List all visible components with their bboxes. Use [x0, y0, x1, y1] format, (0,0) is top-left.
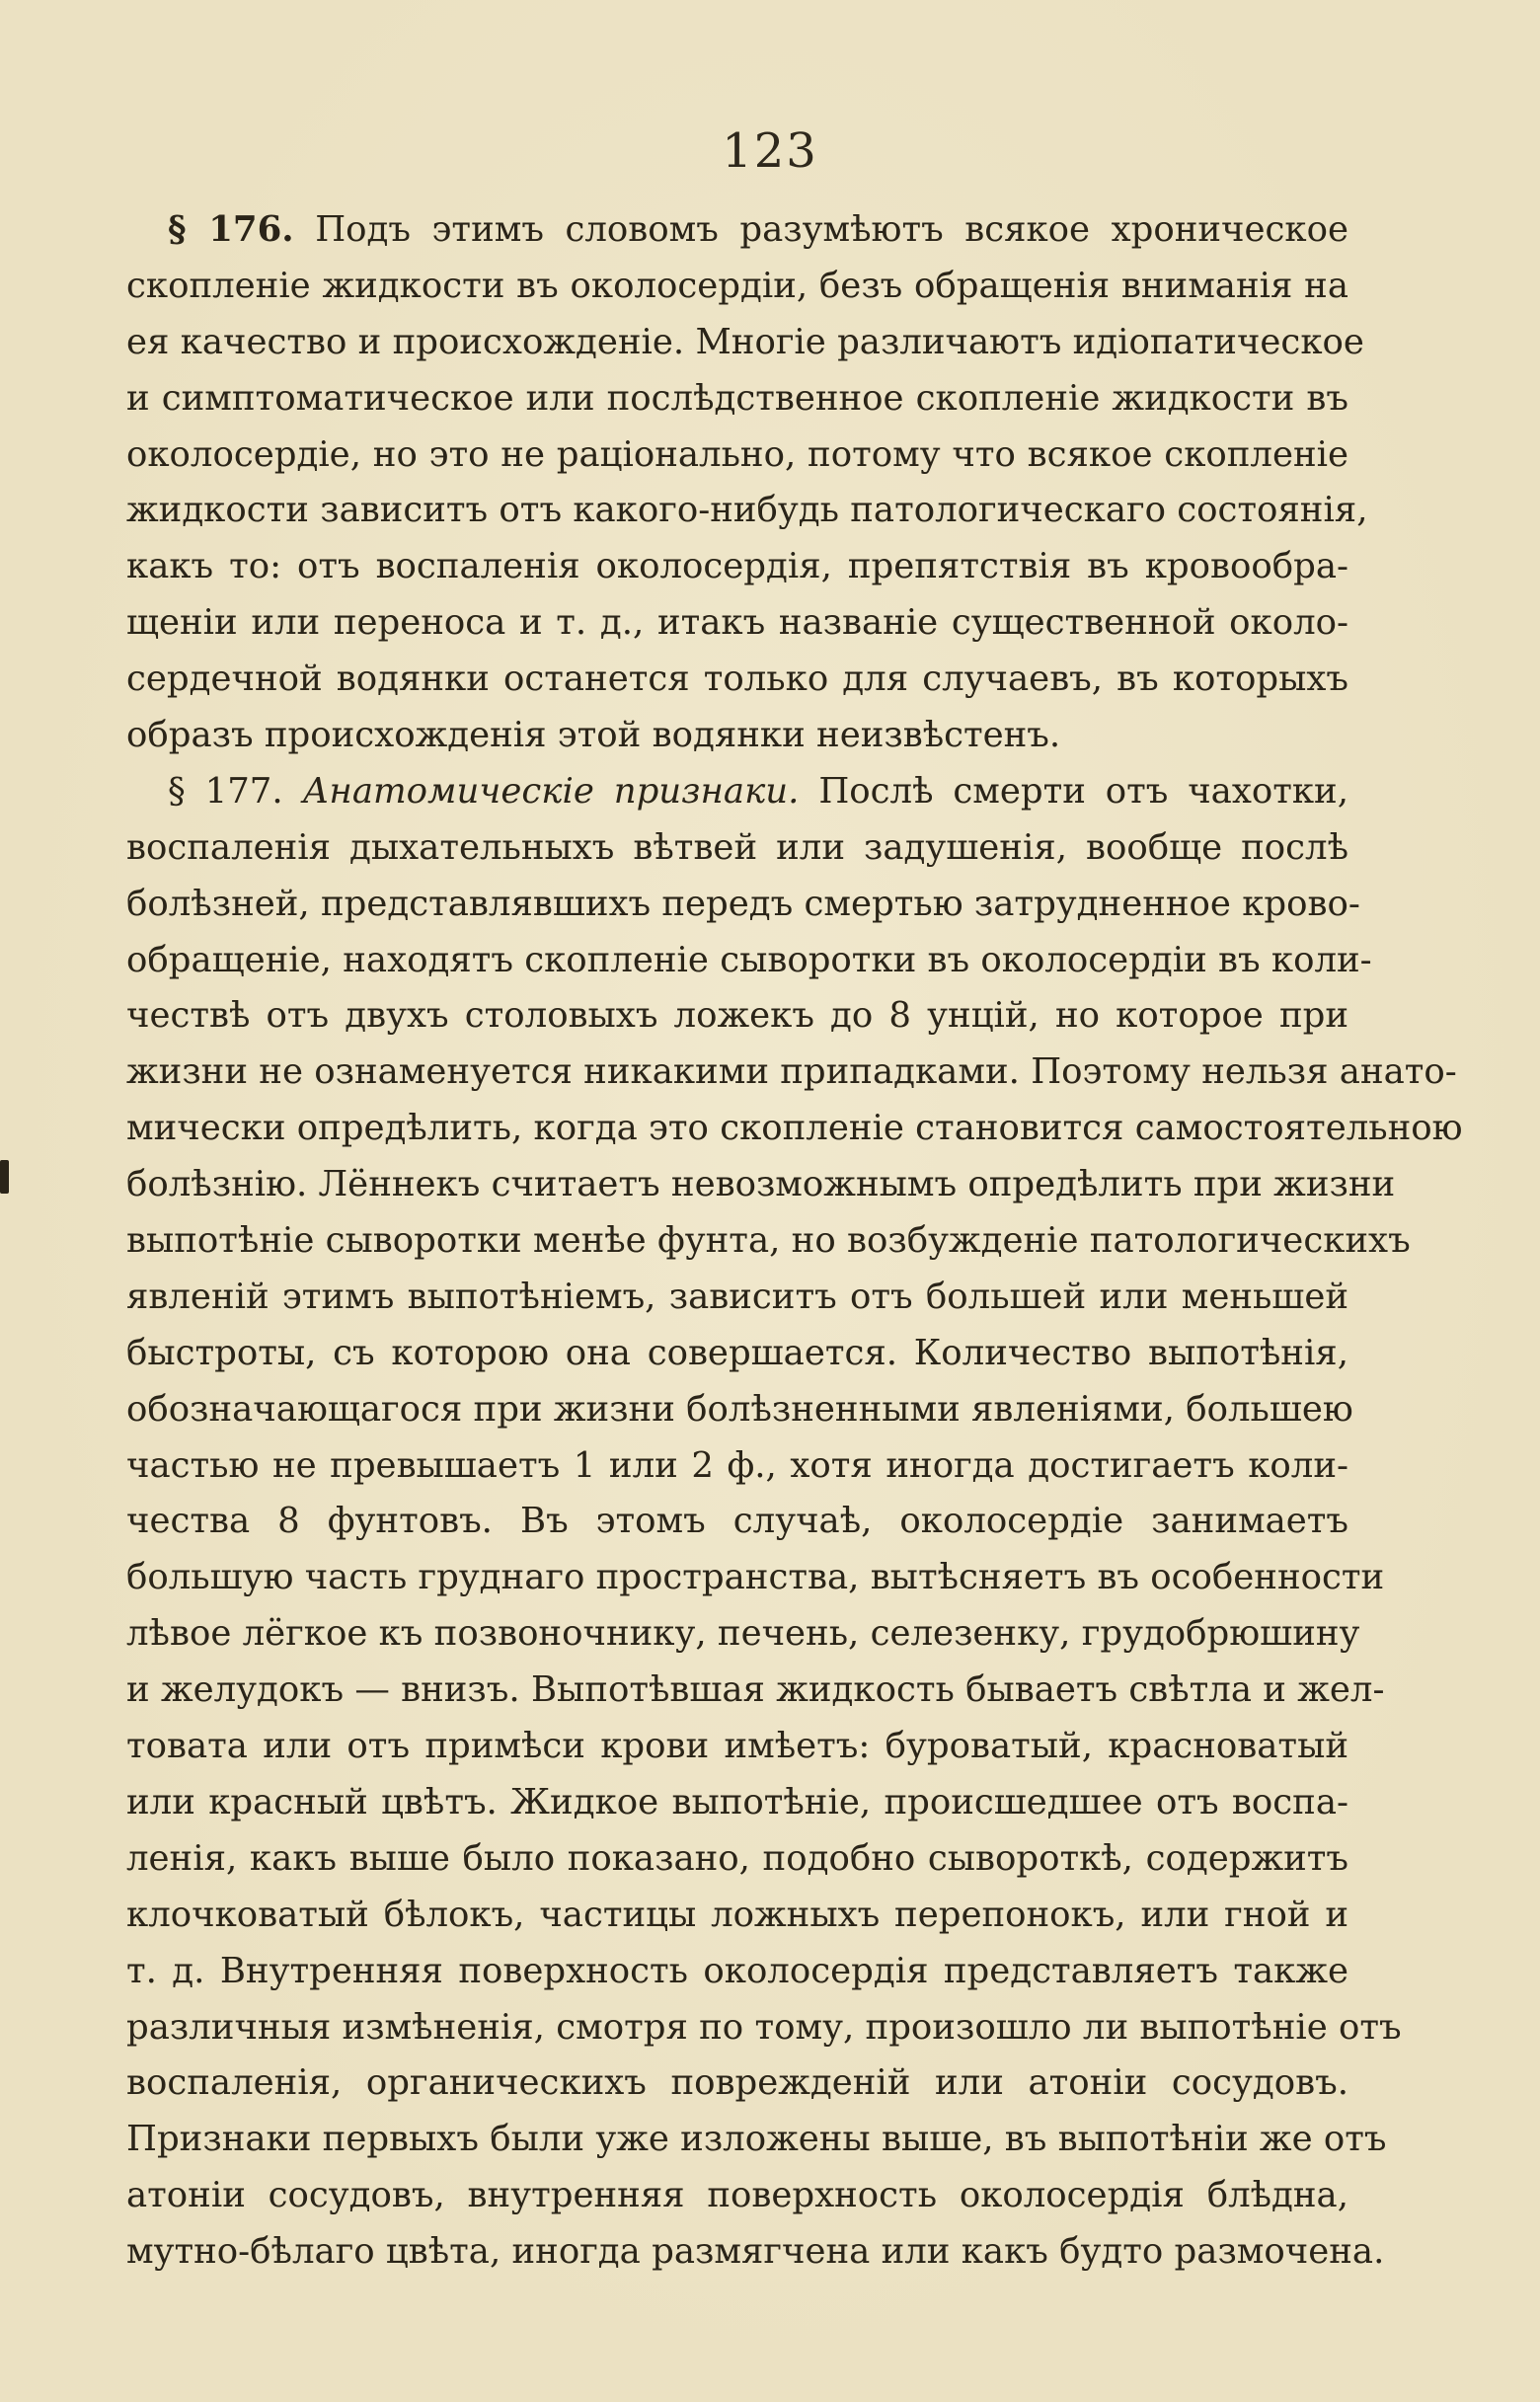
text-block: [126, 202, 1463, 2281]
text-line: и симптоматическое или послѣдственное скопленіе жидкости въ: [126, 377, 1348, 419]
text-line: явленій этимъ выпотѣніемъ, зависитъ отъ большей или меньшей: [126, 1276, 1348, 1317]
text-line: жизни не ознаменуется никакими припадками. Поэтому нельзя анато-: [126, 1051, 1457, 1093]
text-line: быстроты, съ которою она совершается. Количество выпотѣнія,: [126, 1332, 1348, 1373]
text-line: воспаленія дыхательныхъ вѣтвей или задушенія, вообще послѣ: [126, 826, 1348, 868]
line-text: Послѣ смерти отъ чахотки,: [818, 770, 1349, 812]
text-line: чествѣ отъ двухъ столовыхъ ложекъ до 8 унцій, но которое при: [126, 995, 1348, 1037]
text-line: или красный цвѣтъ. Жидкое выпотѣніе, происшедшее отъ воспа-: [126, 1781, 1348, 1822]
text-line: лѣвое лёгкое къ позвоночнику, печень, селезенку, грудобрюшину: [126, 1613, 1360, 1655]
text-line: мически опредѣлить, когда это скопленіе становится самостоятельною: [126, 1108, 1463, 1149]
text-line: частью не превышаетъ 1 или 2 ф., хотя иногда достигаетъ коли-: [126, 1444, 1348, 1486]
page-edge-mark: [0, 1160, 9, 1194]
text-line: атоніи сосудовъ, внутренняя поверхность околосердія блѣдна,: [126, 2175, 1348, 2216]
text-line: образъ происхожденія этой водянки неизвѣстенъ.: [126, 715, 1061, 756]
text-line: выпотѣніе сыворотки менѣе фунта, но возбужденіе патологическихъ: [126, 1220, 1411, 1262]
text-line: щеніи или переноса и т. д., итакъ названіе существенной около-: [126, 602, 1348, 644]
text-line: мутно-бѣлаго цвѣта, иногда размягчена или какъ будто размочена.: [126, 2231, 1385, 2273]
page-number: 123: [722, 123, 818, 179]
text-line: какъ то: отъ воспаленія околосердія, препятствія въ кровообра-: [126, 546, 1348, 587]
text-line: жидкости зависитъ отъ какого-нибудь патологическаго состоянія,: [126, 490, 1368, 531]
section-heading: Анатомическіе признаки.: [302, 770, 800, 812]
text-line: ленія, какъ выше было показано, подобно сывороткѣ, содержитъ: [126, 1837, 1348, 1879]
section-number: § 176.: [168, 209, 294, 250]
text-line: [126, 764, 1348, 820]
text-line: клочковатый бѣлокъ, частицы ложныхъ перепонокъ, или гной и: [126, 1894, 1348, 1935]
text-line: т. д. Внутренняя поверхность околосердія представляетъ также: [126, 1950, 1348, 1991]
text-line: и желудокъ — внизъ. Выпотѣвшая жидкость бываетъ свѣтла и жел-: [126, 1669, 1385, 1711]
section-number: § 177.: [168, 770, 283, 812]
text-line: большую часть груднаго пространства, вытѣсняетъ въ особенности: [126, 1557, 1385, 1598]
text-line: товата или отъ примѣси крови имѣетъ: буроватый, красноватый: [126, 1726, 1348, 1767]
text-line: болѣзнію. Лённекъ считаетъ невозможнымъ опредѣлить при жизни: [126, 1164, 1396, 1205]
text-line: Признаки первыхъ были уже изложены выше, въ выпотѣніи же отъ: [126, 2119, 1387, 2160]
line-text: Подъ этимъ словомъ разумѣютъ всякое хроническое: [315, 209, 1348, 250]
text-line: различныя измѣненія, смотря по тому, произошло ли выпотѣніе отъ: [126, 2006, 1402, 2048]
text-line: [126, 202, 1348, 259]
text-line: ея качество и происхожденіе. Многіе различаютъ идіопатическое: [126, 321, 1364, 362]
text-line: околосердіе, но это не раціонально, потому что всякое скопленіе: [126, 433, 1348, 475]
text-line: воспаленія, органическихъ поврежденій или атоніи сосудовъ.: [126, 2062, 1348, 2104]
text-line: болѣзней, представлявшихъ передъ смертью затрудненное крово-: [126, 883, 1360, 924]
text-line: обозначающагося при жизни болѣзненными явленіями, большею: [126, 1388, 1353, 1430]
text-line: обращеніе, находятъ скопленіе сыворотки въ околосердіи въ коли-: [126, 939, 1372, 980]
text-line: скопленіе жидкости въ околосердіи, безъ обращенія вниманія на: [126, 265, 1348, 306]
text-line: сердечной водянки останется только для случаевъ, въ которыхъ: [126, 659, 1348, 700]
text-line: чества 8 фунтовъ. Въ этомъ случаѣ, околосердіе занимаетъ: [126, 1501, 1348, 1542]
